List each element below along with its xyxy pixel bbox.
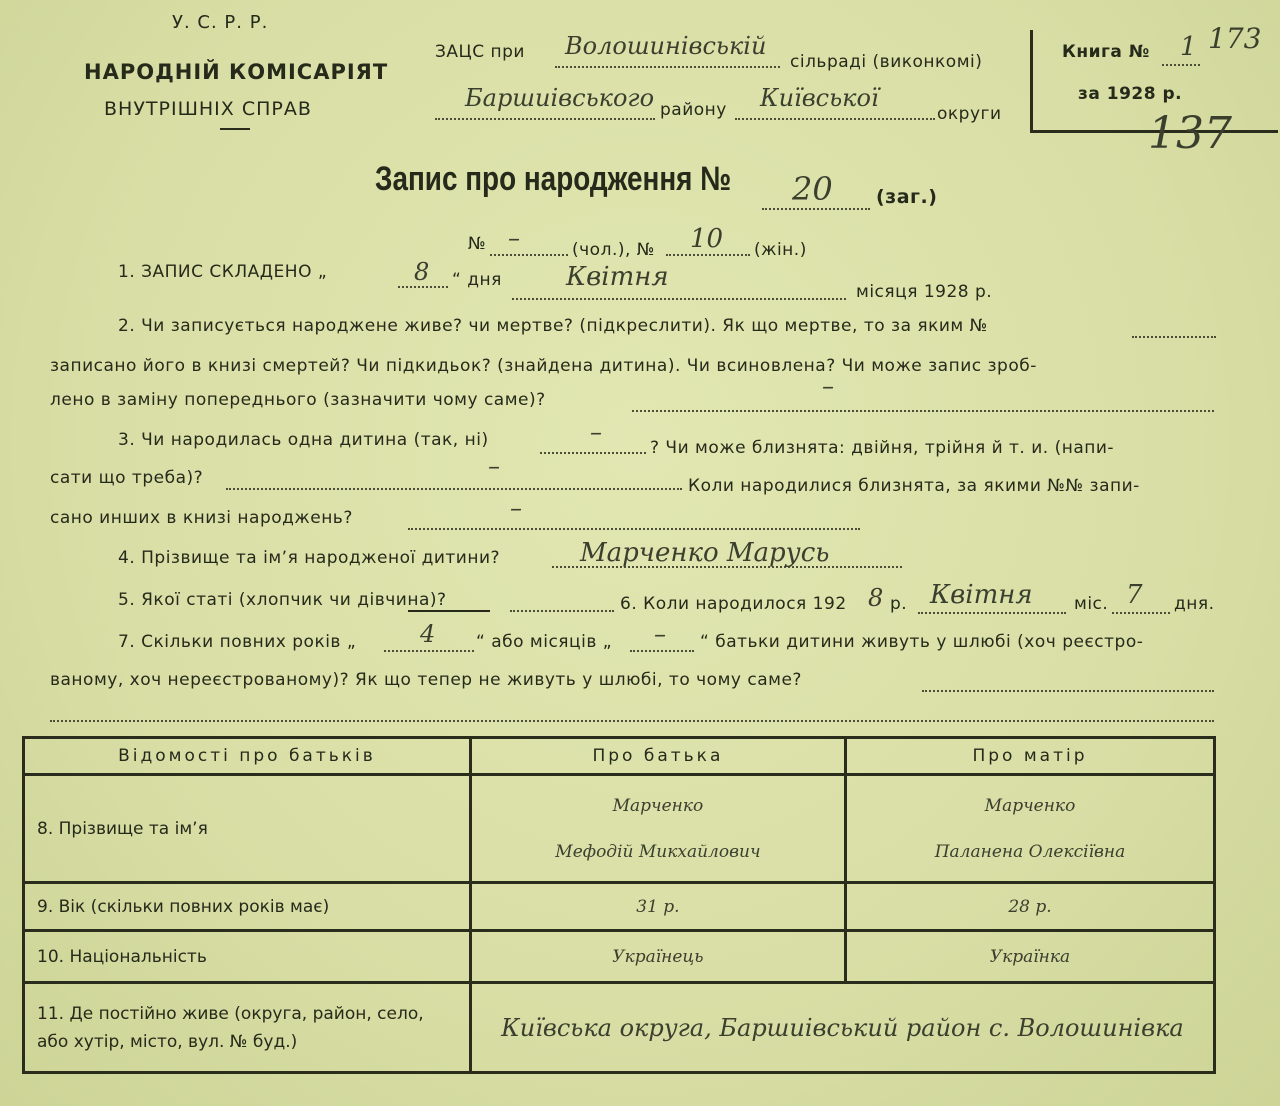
q7-label-c: “ батьки дитини живуть у шлюбі (хоч реєстро- — [700, 632, 1144, 652]
q7-label-b: “ або місяців „ — [476, 632, 613, 652]
q2-line2: записано його в книзі смертей? Чи підкидьок? (знайдена дитина). Чи всиновлена? Чи може запис зроб- — [50, 356, 1037, 376]
q6-day-label: дня. — [1174, 594, 1215, 614]
q3-line2a: сати що треба)? — [50, 468, 204, 488]
q7-months: – — [654, 620, 666, 648]
q4-label: 4. Прізвище та імʼя народженої дитини? — [118, 548, 501, 568]
q6-day: 7 — [1126, 580, 1143, 610]
row-label-name: 8. Прізвище та імʼя — [24, 775, 471, 883]
col-header-father: Про батька — [470, 738, 845, 775]
mother-nationality: Українка — [845, 931, 1214, 983]
q3-line2b: Коли народилися близнята, за якими №№ запи- — [688, 476, 1140, 496]
col-header-mother: Про матір — [845, 738, 1214, 775]
q1-label: 1. ЗАПИС СКЛАДЕНО „ — [118, 262, 328, 282]
record-suffix: (заг.) — [876, 186, 938, 208]
q6-mis-label: міс. — [1074, 594, 1109, 614]
commissariat-title: НАРОДНІЙ КОМІСАРІЯТ — [84, 60, 389, 84]
record-number: 20 — [792, 170, 833, 208]
header-divider — [220, 128, 250, 130]
q2-line1: 2. Чи записується народжене живе? чи мертве? (підкреслити). Як що мертве, то за яким № — [118, 316, 988, 336]
q5-label: 5. Якої статі (хлопчик чи дівчина)? — [118, 590, 447, 610]
q7-line2: ваному, хоч нереєстрованому)? Як що тепер не живуть у шлюбі, то чому саме? — [50, 670, 802, 690]
okrug-name: Київської — [760, 84, 879, 112]
q6-label: 6. Коли народилося 192 — [620, 594, 847, 614]
book-number: 1 — [1180, 32, 1197, 62]
parents-table — [22, 736, 1216, 1074]
republic-label: У. С. Р. Р. — [172, 12, 269, 33]
commissariat-subtitle: ВНУТРІШНІХ СПРАВ — [104, 98, 312, 120]
row-label-nationality: 10. Національність — [24, 931, 471, 983]
female-count: 10 — [690, 224, 724, 254]
okrug-label: округи — [937, 104, 1002, 124]
q3-line1a: 3. Чи народилась одна дитина (так, ні) — [118, 430, 489, 450]
q2-answer: – — [822, 372, 834, 400]
male-label: (чол.), № — [572, 240, 655, 260]
village-suffix: сільраді (виконкомі) — [790, 52, 983, 72]
q3-answer3: – — [510, 494, 522, 522]
father-nationality: Українець — [470, 931, 845, 983]
corner-number-2: 137 — [1148, 108, 1232, 159]
row-label-age: 9. Вік (скільки повних років має) — [24, 883, 471, 931]
district-name: Баршиівського — [465, 84, 655, 112]
father-age: 31 р. — [470, 883, 845, 931]
q3-answer2: – — [488, 452, 500, 480]
col-header-info: Відомості про батьків — [24, 738, 471, 775]
q7-label-a: 7. Скільки повних років „ — [118, 632, 357, 652]
q4-answer: Марченко Марусь — [580, 538, 830, 568]
q3-answer1: – — [590, 418, 602, 446]
q3-line1b: ? Чи може близнята: двійня, трійня й т. и. (напи- — [650, 438, 1115, 458]
mother-age: 28 р. — [845, 883, 1214, 931]
table-row — [24, 983, 1215, 1073]
table-row — [24, 931, 1215, 983]
q5-underline — [408, 610, 490, 612]
table-row — [24, 883, 1215, 931]
page-title: Запис про народження № — [375, 160, 732, 198]
q6-month: Квітня — [930, 580, 1033, 610]
father-name: Марченко Мефодій Микхайлович — [470, 775, 845, 883]
male-count: – — [508, 224, 520, 252]
female-label: (жін.) — [754, 240, 807, 260]
zags-prefix: ЗАЦС при — [435, 42, 525, 62]
q7-years: 4 — [420, 620, 436, 648]
sub-no-label: № — [468, 234, 487, 254]
q1-day-label: “ дня — [452, 270, 502, 290]
mother-name: Марченко Паланена Олексіївна — [845, 775, 1214, 883]
q3-line3: сано инших в книзі народжень? — [50, 508, 353, 528]
corner-number-1: 173 — [1208, 22, 1262, 55]
q6-r-label: р. — [890, 594, 908, 614]
row-label-residence: 11. Де постійно живе (округа, район, село, або хутір, місто, вул. № буд.) — [24, 983, 471, 1073]
book-year: за 1928 р. — [1078, 84, 1183, 104]
table-row — [24, 775, 1215, 883]
q1-month-label: місяця 1928 р. — [856, 282, 993, 302]
parents-residence: Київська округа, Баршиівський район с. Волошинівка — [470, 983, 1214, 1073]
q1-month: Квітня — [566, 262, 669, 292]
district-label: району — [660, 100, 727, 120]
q2-line3: лено в заміну попереднього (зазначити чому саме)? — [50, 390, 546, 410]
q1-day: 8 — [414, 258, 430, 286]
table-header-row — [24, 738, 1215, 775]
q6-year: 8 — [868, 584, 884, 612]
book-label: Книга № — [1062, 42, 1150, 62]
village-name: Волошинівській — [565, 32, 767, 60]
